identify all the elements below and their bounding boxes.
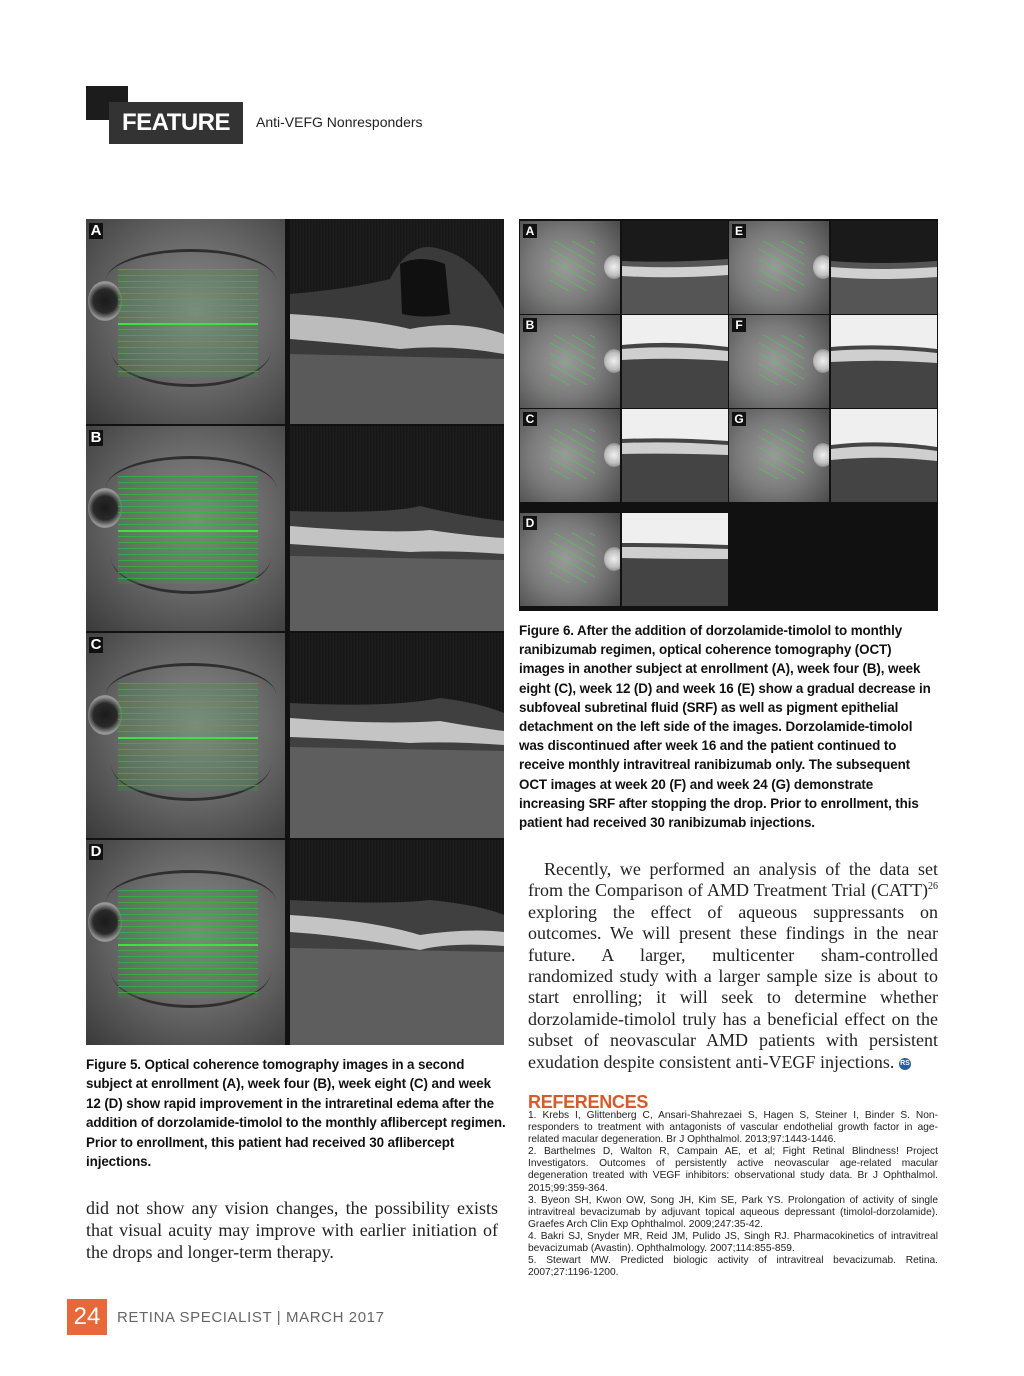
references-heading: REFERENCES	[528, 1092, 649, 1112]
oct-scan	[290, 633, 504, 838]
figure-6-panel	[729, 221, 937, 314]
figure-6-panel	[520, 409, 728, 502]
figure-5-panel	[86, 840, 504, 1045]
panel-label: B	[523, 318, 537, 332]
body-text-right	[528, 859, 938, 1073]
publication-footer: RETINA SPECIALIST | MARCH 2017	[117, 1309, 385, 1326]
panel-label: B	[90, 429, 102, 446]
figure-6-image	[519, 219, 938, 611]
figure-5-panel	[86, 219, 504, 424]
figure-6-panel	[520, 221, 728, 314]
panel-label: C	[523, 412, 537, 426]
panel-label: D	[523, 516, 537, 530]
panel-label: G	[732, 412, 746, 426]
figure-6-caption: Figure 6. After the addition of dorzolamide-timolol to monthly ranibizumab regimen, optical coherence tomography (OCT) images in another subject at enrollment (A), week four (B), week eight (C), week 12 (D) and week 16 (E) show a gradual decrease in subfoveal subretinal fluid (SRF) as well as pigment epithelial detachment on the left side of the images. Dorzolamide-timolol was discontinued after week 16 and the patient continued to receive monthly intravitreal ranibizumab only. The subsequent OCT images at week 20 (F) and week 24 (G) demonstrate increasing SRF after stopping the drop. Prior to enrollment, this patient had received 30 ranibizumab injections.	[519, 623, 931, 831]
reference-item: 1. Krebs I, Glittenberg C, Ansari-Shahrezaei S, Hagen S, Steiner I, Binder S. Non-responders to treatment with antagonists of vascular endothelial growth factor in age-related macular degeneration. Br J Ophthalmol. 2013;97:1443-1446.	[528, 1110, 938, 1146]
section-label: FEATURE	[109, 102, 243, 144]
citation-number: 26	[928, 881, 938, 893]
figure-6-panel	[520, 315, 728, 408]
end-mark-logo: RS	[899, 1058, 911, 1070]
article-topic: Anti-VEFG Nonresponders	[256, 114, 423, 130]
panel-label: E	[732, 224, 746, 238]
figure-6-panel	[520, 513, 728, 606]
panel-label: A	[90, 222, 102, 239]
figure-6-panel	[729, 315, 937, 408]
oct-scan	[290, 840, 504, 1045]
fundus-image	[86, 633, 285, 838]
reference-item: 4. Bakri SJ, Snyder MR, Reid JM, Pulido JS, Singh RJ. Pharmacokinetics of intravitreal bevacizumab (Avastin). Ophthalmology. 2007;114:855-859.	[528, 1230, 938, 1255]
page-number: 24	[67, 1299, 107, 1335]
figure-5-panel	[86, 633, 504, 838]
fundus-image	[86, 426, 285, 631]
panel-label: D	[90, 843, 102, 860]
body-text-part: exploring the effect of aqueous suppressants on outcomes. We will present these findings in the near future. A larger, multicenter sham-controlled randomized study with a larger sample size is about to start enrolling; it will seek to determine whether dorzolamide-timolol truly has a beneficial effect on the subset of neovascular AMD patients with persistent exudation despite consistent anti-VEGF injections.	[528, 901, 938, 1072]
reference-item: 2. Barthelmes D, Walton R, Campain AE, et al; Fight Retinal Blindness! Project Investigators. Outcomes of persistently active neovascular age-related macular degeneration treated with VEGF inhibitors: observational study data. Br J Ophthalmol. 2015;99:359-364.	[528, 1146, 938, 1194]
oct-scan	[290, 426, 504, 631]
panel-label: A	[523, 224, 537, 238]
body-text-left: did not show any vision changes, the possibility exists that visual acuity may improve with earlier initiation of the drops and longer-term therapy.	[86, 1198, 498, 1262]
panel-label: C	[90, 636, 102, 653]
oct-scan	[290, 219, 504, 424]
reference-item: 3. Byeon SH, Kwon OW, Song JH, Kim SE, Park YS. Prolongation of activity of single intravitreal bevacizumab by adjuvant topical aqueous depressant (timolol-dorzolamide). Graefes Arch Clin Exp Ophthalmol. 2009;247:35-42.	[528, 1194, 938, 1230]
panel-label: F	[732, 318, 746, 332]
fundus-image	[86, 219, 285, 424]
references-list	[528, 1110, 938, 1279]
body-text-part: Recently, we performed an analysis of the data set from the Comparison of AMD Treatment Trial (CATT)	[528, 859, 938, 901]
reference-item: 5. Stewart MW. Predicted biologic activity of intravitreal bevacizumab. Retina. 2007;27:1196-1200.	[528, 1255, 938, 1279]
figure-6-panel	[729, 409, 937, 502]
figure-5-caption: Figure 5. Optical coherence tomography images in a second subject at enrollment (A), week four (B), week eight (C) and week 12 (D) show rapid improvement in the intraretinal edema after the addition of dorzolamide-timolol to the monthly aflibercept regimen. Prior to enrollment, this patient had received 30 aflibercept injections.	[86, 1057, 506, 1170]
fundus-image	[86, 840, 285, 1045]
figure-5-panel	[86, 426, 504, 631]
figure-5-image	[86, 219, 504, 1045]
